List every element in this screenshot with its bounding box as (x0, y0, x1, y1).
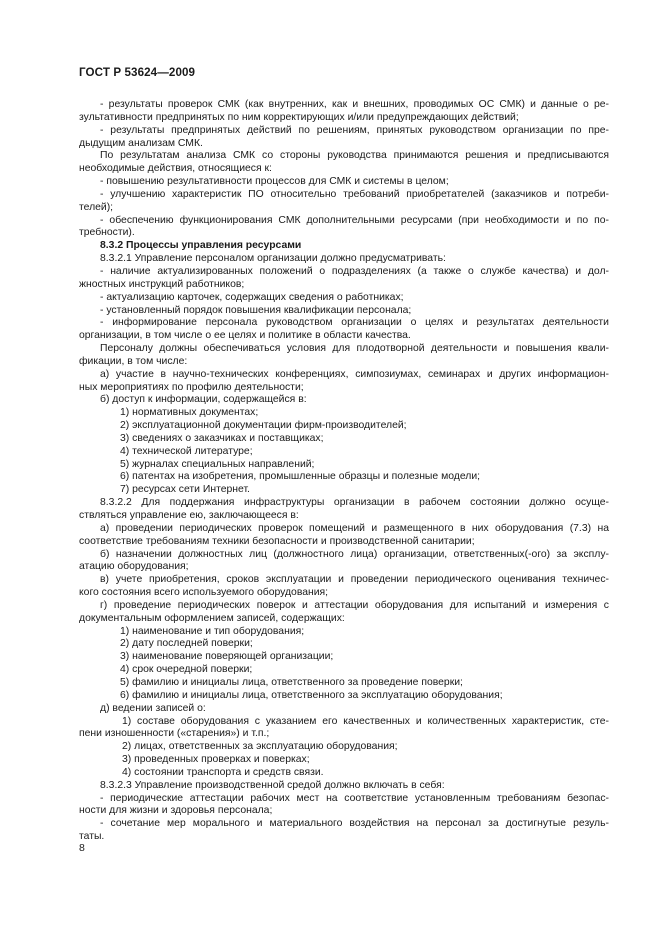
text-line: жностных инструкций работников; (79, 278, 245, 290)
text-line: - результаты предпринятых действий по решениям, принятых руководством организации по пре- (100, 124, 609, 136)
list-item: 1) составе оборудования с указанием его качественных и количественных характеристик, сте- (122, 715, 609, 727)
list-item: 3) проведенных проверках и поверках; (122, 754, 310, 766)
list-item: 5) фамилию и инициалы лица, ответственного за проведение поверки; (120, 676, 463, 688)
list-item: 1) наименование и тип оборудования; (120, 625, 305, 637)
document-header: ГОСТ Р 53624—2009 (79, 66, 196, 79)
list-item: 6) патентах на изобретения, промышленные образцы и полезные модели; (120, 471, 481, 483)
text-line: требности). (79, 227, 135, 239)
text-line: ности для жизни и здоровья персонала; (79, 805, 273, 817)
text-line: ствляться управление ею, заключающееся в: (79, 510, 299, 521)
text-line: дыдущим анализам СМК. (79, 137, 203, 149)
text-line: - сочетание мер морального и материального воздействия на персонал за достигнутые резуль- (100, 818, 609, 830)
document-body (79, 99, 609, 844)
text-line: таты. (79, 831, 105, 843)
list-item: 4) срок очередной поверки; (120, 664, 253, 676)
list-item: 2) лицах, ответственных за эксплуатацию оборудования; (122, 741, 398, 753)
text-line: а) проведении периодических проверок помещений и размещенного в них оборудования (7.3) на (100, 522, 609, 534)
text-line: - результаты проверок СМК (как внутренних, как и внешних, проводимых ОС СМК) и данные о ре- (100, 99, 609, 110)
text-line: фикации, в том числе: (79, 355, 188, 367)
text-line: ных мероприятиях по профилю деятельности; (79, 381, 304, 393)
text-line: атацию оборудования; (79, 561, 189, 573)
text-line: а) участие в научно-технических конференциях, симпозиумах, семинарах и других информацион- (100, 368, 609, 380)
list-item: 3) наименование поверяющей организации; (120, 651, 334, 663)
list-item: 1) нормативных документах; (120, 407, 259, 419)
text-line: Персоналу должны обеспечиваться условия для плодотворной деятельности и повышения квали- (100, 343, 609, 355)
text-line: кого состояния всего используемого оборудования; (79, 587, 329, 599)
text-line: г) проведение периодических поверок и аттестации оборудования для испытаний и измерения с (100, 599, 609, 611)
text-line: - повышению результативности процессов для СМК и системы в целом; (100, 176, 449, 188)
text-line: б) назначении должностных лиц (должностного лица) организации, ответственных(-ого) за эксплу- (100, 548, 609, 560)
text-line: зультативности предпринятых по ним корректирующих и/или предупреждающих действий; (79, 111, 519, 123)
list-item: 4) технической литературе; (120, 445, 253, 457)
text-line: соответствие требованиям техники безопасности и производственной санитарии; (79, 535, 475, 547)
text-line: - информирование персонала руководством организации о целях и результатах деятельности (100, 317, 609, 329)
text-line: - улучшению характеристик ПО относительно требований приобретателей (заказчиков и потреби- (100, 188, 609, 200)
text-line: в) учете приобретения, сроков эксплуатации и проведении периодического оценивания техничес- (100, 574, 609, 586)
list-item: 3) сведениях о заказчиках и поставщиках; (120, 432, 324, 444)
text-line: пени изношенности («старения») и т.п.; (79, 728, 270, 740)
text-line: телей); (79, 201, 114, 213)
list-item: 5) журналах специальных направлений; (120, 458, 315, 470)
text-line: - периодические аттестации рабочих мест на соответствие установленным требованиям безопас- (100, 792, 609, 804)
text-line: документальным оформлением записей, содержащих: (79, 612, 345, 624)
text-line: организации, в том числе о ее целях и политике в области качества. (79, 330, 411, 342)
text-line: 8.3.2.3 Управление производственной средой должно включать в себя: (100, 779, 445, 791)
text-line: По результатам анализа СМК со стороны руководства принимаются решения и предписываются (100, 150, 609, 162)
text-line: - обеспечению функционирования СМК дополнительными ресурсами (при необходимости и по по- (100, 214, 609, 226)
text-line: 8.3.2.2 Для поддержания инфраструктуры организации в рабочем состоянии должно осуще- (100, 497, 609, 509)
text-line: - наличие актуализированных положений о подразделениях (а также о службе качества) и дол- (100, 265, 609, 277)
list-item: 4) состоянии транспорта и средств связи. (122, 766, 324, 778)
page-number: 8 (79, 842, 85, 854)
list-item: 2) эксплуатационной документации фирм-производителей; (120, 420, 407, 432)
list-item: 7) ресурсах сети Интернет. (120, 484, 250, 496)
text-line: - актуализацию карточек, содержащих сведения о работниках; (100, 291, 404, 303)
text-line: б) доступ к информации, содержащейся в: (100, 394, 307, 406)
list-item: 2) дату последней поверки; (120, 638, 253, 650)
list-item: 6) фамилию и инициалы лица, ответственного за эксплуатацию оборудования; (120, 689, 503, 701)
section-heading: 8.3.2 Процессы управления ресурсами (100, 240, 302, 252)
text-line: д) ведении записей о: (100, 702, 206, 714)
text-line: необходимые действия, относящиеся к: (79, 163, 272, 175)
text-line: - установленный порядок повышения квалификации персонала; (100, 304, 412, 316)
text-line: 8.3.2.1 Управление персоналом организации должно предусматривать: (100, 253, 446, 265)
